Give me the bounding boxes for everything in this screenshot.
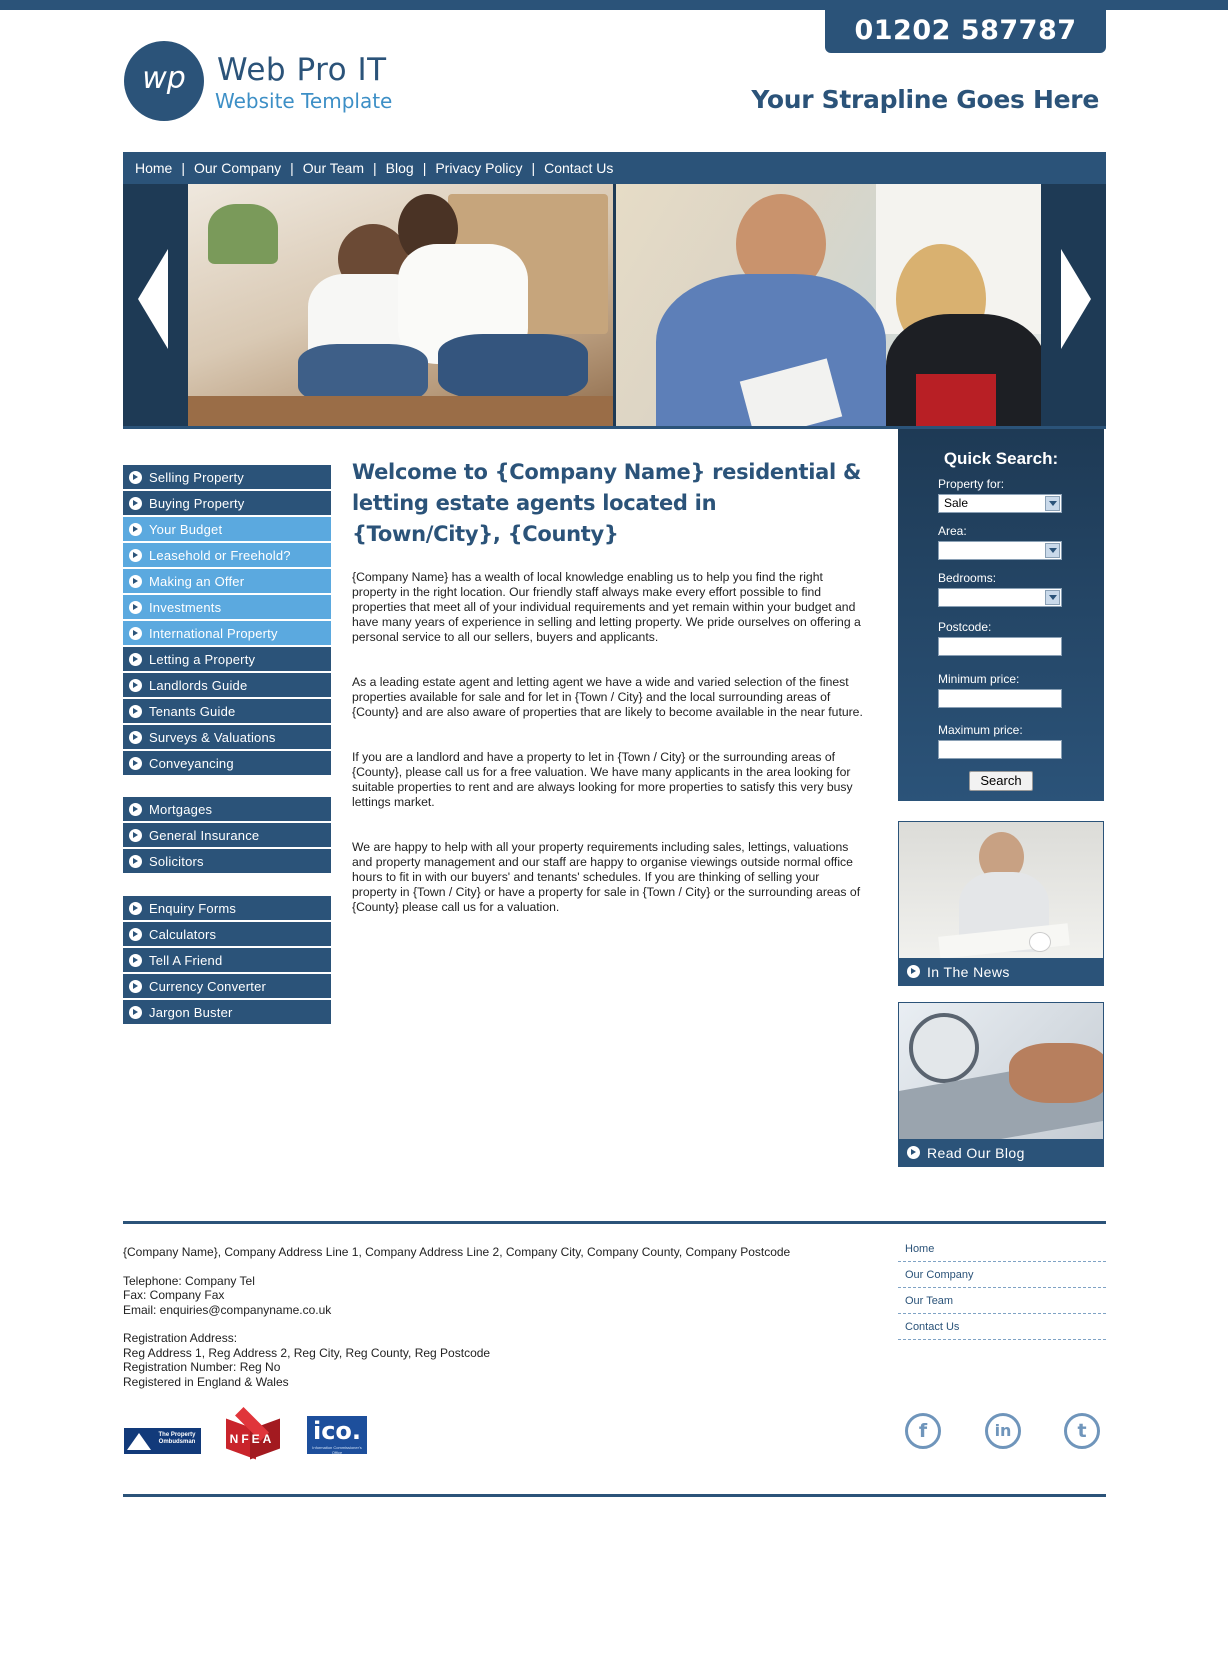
search-button[interactable]: Search <box>969 771 1033 791</box>
arrow-right-icon <box>129 731 142 744</box>
nav-separator: | <box>181 160 185 176</box>
sidebar-item-making-an-offer[interactable] <box>123 569 331 593</box>
top-accent-bar <box>0 0 1228 10</box>
content-paragraph: As a leading estate agent and letting agent we have a wide and varied selection of the finest properties available for sale and for let in {Town / City} and the local surrounding areas of {County} and are also aware of properties that are likely to become available in the near future. <box>352 675 863 719</box>
news-photo <box>899 822 1103 958</box>
sidebar-item-label[interactable]: Currency Converter <box>149 978 267 994</box>
logo-name[interactable]: Web Pro IT <box>217 52 387 88</box>
ombudsman-text: The Property Ombudsman <box>158 1432 196 1445</box>
sidebar-item-label[interactable]: Solicitors <box>149 853 204 869</box>
sidebar-item-your-budget[interactable] <box>123 517 331 541</box>
footer-divider-top <box>123 1221 1106 1224</box>
sidebar-item-tenants-guide[interactable] <box>123 699 331 723</box>
image-slider <box>123 184 1106 429</box>
sidebar-item-mortgages[interactable] <box>123 797 331 821</box>
main-nav <box>123 152 1106 184</box>
sidebar-item-jargon-buster[interactable] <box>123 1000 331 1024</box>
sidebar-item-label[interactable]: Buying Property <box>149 495 245 511</box>
footer-divider-bottom <box>123 1494 1106 1497</box>
promo-news-label[interactable]: In The News <box>927 963 1010 980</box>
quick-search-panel <box>898 429 1104 801</box>
min-price-label: Minimum price: <box>938 672 1020 686</box>
ombudsman-triangle-icon <box>127 1433 151 1450</box>
nav-our-team[interactable]: Our Team <box>302 160 365 176</box>
footer-link-home[interactable]: Home <box>898 1236 1106 1262</box>
footer-reg-number: Registration Number: Reg No <box>123 1360 281 1374</box>
sidebar-item-label[interactable]: Leasehold or Freehold? <box>149 547 291 563</box>
sidebar-item-surveys-valuations[interactable] <box>123 725 331 749</box>
content-paragraph: {Company Name} has a wealth of local knowledge enabling us to help you find the right property in the right location. Our friendly staff always make every effort possible to find properties that meet all of your individual requirements and yet remain within your budget and have many years of experience in selling and letting property. We pride ourselves on offering a personal service to all our sellers, buyers and applicants. <box>352 570 861 644</box>
property-for-label: Property for: <box>938 477 1005 491</box>
chevron-down-icon[interactable] <box>1045 590 1060 605</box>
nav-blog[interactable]: Blog <box>385 160 414 176</box>
property-ombudsman-logo[interactable] <box>124 1428 201 1454</box>
ico-logo[interactable] <box>307 1416 367 1454</box>
sidebar-item-label[interactable]: Your Budget <box>149 521 223 537</box>
sidebar-item-currency-converter[interactable] <box>123 974 331 998</box>
page-title: Welcome to {Company Name} residential & letting estate agents located in {Town/City}, {County} <box>352 460 861 546</box>
property-for-value: Sale <box>944 496 969 510</box>
content-paragraph: We are happy to help with all your property requirements including sales, lettings, valuations and property management and our staff are happy to organise viewings outside normal office hours to fit in with our buyers' and tenants' schedules. If you are thinking of selling your property in {Town / City} or have a property for sale in {Town / City} or the surrounding areas of {County} please call us for a valuation. <box>352 840 861 914</box>
sidebar-item-investments[interactable] <box>123 595 331 619</box>
arrow-right-icon <box>129 829 142 842</box>
arrow-right-icon <box>129 679 142 692</box>
sidebar-item-label[interactable]: Calculators <box>149 926 217 942</box>
sidebar-menu-tools <box>123 896 331 1026</box>
nav-separator: | <box>422 160 427 176</box>
sidebar-item-selling-property[interactable] <box>123 465 331 489</box>
slider-next-arrow-icon[interactable] <box>1061 249 1091 349</box>
nav-privacy-policy[interactable]: Privacy Policy <box>435 160 523 176</box>
main-content <box>352 457 867 915</box>
footer-address: {Company Name}, Company Address Line 1, Company Address Line 2, Company City, Company County, Company Postcode <box>123 1245 791 1259</box>
arrow-right-icon <box>129 523 142 536</box>
sidebar-item-label[interactable]: General Insurance <box>149 827 260 843</box>
footer-telephone: Telephone: Company Tel <box>123 1273 255 1288</box>
sidebar-item-international-property[interactable] <box>123 621 331 645</box>
bedrooms-label: Bedrooms: <box>938 571 997 585</box>
arrow-right-icon <box>129 549 142 562</box>
sidebar-item-buying-property[interactable] <box>123 491 331 515</box>
arrow-right-icon <box>129 902 142 915</box>
content-paragraph: If you are a landlord and have a property to let in {Town / City} or the surrounding areas of {County}, please call us for a free valuation. We have many applicants in the area looking for suitable properties to rent and are always looking for more properties to satisfy this very busy lettings market. <box>352 750 853 809</box>
arrow-right-icon <box>129 928 142 941</box>
footer-reg-heading: Registration Address: <box>123 1331 238 1345</box>
sidebar-item-label[interactable]: Letting a Property <box>149 651 256 667</box>
sidebar-item-landlords-guide[interactable] <box>123 673 331 697</box>
phone-number[interactable]: 01202 587787 <box>825 10 1106 53</box>
slider-prev-arrow-icon[interactable] <box>138 249 168 349</box>
sidebar-item-label[interactable]: Mortgages <box>149 801 213 817</box>
sidebar-item-label[interactable]: Selling Property <box>149 469 244 485</box>
arrow-right-icon <box>129 497 142 510</box>
promo-caption[interactable] <box>899 1139 1103 1166</box>
arrow-right-icon <box>129 980 142 993</box>
ico-subtext: Information Commissioner's Office <box>312 1445 362 1455</box>
sidebar-item-label[interactable]: Conveyancing <box>149 755 234 771</box>
nav-contact-us[interactable]: Contact Us <box>544 160 614 176</box>
sidebar-item-leasehold-or-freehold[interactable] <box>123 543 331 567</box>
footer-reg-address: Reg Address 1, Reg Address 2, Reg City, Reg County, Reg Postcode <box>123 1345 491 1360</box>
max-price-label: Maximum price: <box>938 723 1023 737</box>
min-price-input[interactable] <box>938 689 1062 708</box>
max-price-input[interactable] <box>938 740 1062 759</box>
sidebar-item-label[interactable]: International Property <box>149 625 278 641</box>
arrow-right-icon <box>129 471 142 484</box>
strapline: Your Strapline Goes Here <box>751 85 1099 114</box>
footer-registered: Registered in England & Wales <box>123 1374 289 1389</box>
chevron-down-icon[interactable] <box>1045 496 1060 511</box>
sidebar-item-label[interactable]: Making an Offer <box>149 573 245 589</box>
arrow-right-icon <box>129 705 142 718</box>
nav-separator: | <box>531 160 536 176</box>
promo-caption[interactable] <box>899 958 1103 985</box>
footer-link-our-company[interactable]: Our Company <box>898 1262 1106 1288</box>
arrow-right-icon <box>129 855 142 868</box>
bedrooms-select[interactable] <box>938 588 1062 607</box>
ico-text: ico. <box>312 1417 362 1445</box>
nfea-text: NFEA <box>229 1432 275 1446</box>
sidebar-item-label[interactable]: Tenants Guide <box>149 703 236 719</box>
postcode-input[interactable] <box>938 637 1062 656</box>
nav-separator: | <box>373 160 377 176</box>
arrow-right-icon <box>129 803 142 816</box>
area-label: Area: <box>938 524 967 538</box>
footer-links <box>898 1236 1106 1340</box>
promo-read-our-blog[interactable] <box>898 1002 1104 1167</box>
property-for-select[interactable] <box>938 494 1062 513</box>
nav-our-company[interactable]: Our Company <box>194 160 282 176</box>
arrow-right-icon <box>129 1006 142 1019</box>
footer-link-contact-us[interactable]: Contact Us <box>898 1314 1106 1340</box>
sidebar-item-label[interactable]: Jargon Buster <box>149 1004 233 1020</box>
sidebar-menu-property <box>123 465 331 777</box>
logo-subtitle: Website Template <box>215 89 393 113</box>
promo-in-the-news[interactable] <box>898 821 1104 986</box>
sidebar-item-general-insurance[interactable] <box>123 823 331 847</box>
promo-blog-label[interactable]: Read Our Blog <box>927 1144 1025 1161</box>
sidebar-item-conveyancing[interactable] <box>123 751 331 775</box>
arrow-right-icon <box>129 575 142 588</box>
nfea-logo[interactable] <box>220 1414 284 1456</box>
sidebar-item-letting-a-property[interactable] <box>123 647 331 671</box>
nav-separator: | <box>290 160 294 176</box>
twitter-icon[interactable]: t <box>1064 1413 1100 1449</box>
footer-fax: Fax: Company Fax <box>123 1288 225 1302</box>
sidebar-item-label[interactable]: Investments <box>149 599 222 615</box>
slider-photo-agents <box>616 184 1041 426</box>
sidebar-item-calculators[interactable] <box>123 922 331 946</box>
slider-photo-couple <box>188 184 613 426</box>
nav-home[interactable]: Home <box>135 160 173 176</box>
quick-search-title: Quick Search: <box>943 449 1059 468</box>
chevron-down-icon[interactable] <box>1045 543 1060 558</box>
logo-mark[interactable]: wp <box>124 41 204 121</box>
sidebar-item-label[interactable]: Landlords Guide <box>149 677 248 693</box>
facebook-icon[interactable]: f <box>905 1413 941 1449</box>
sidebar-item-solicitors[interactable] <box>123 849 331 873</box>
sidebar-item-enquiry-forms[interactable] <box>123 896 331 920</box>
arrow-right-icon <box>129 653 142 666</box>
arrow-right-icon <box>129 601 142 614</box>
arrow-right-icon <box>129 954 142 967</box>
sidebar-item-tell-a-friend[interactable] <box>123 948 331 972</box>
arrow-right-icon <box>129 757 142 770</box>
arrow-right-icon <box>907 965 920 978</box>
arrow-right-icon <box>129 627 142 640</box>
blog-photo <box>899 1003 1103 1139</box>
sidebar-item-label[interactable]: Tell A Friend <box>149 952 223 968</box>
linkedin-icon[interactable]: in <box>985 1413 1021 1449</box>
sidebar-item-label[interactable]: Enquiry Forms <box>149 900 237 916</box>
footer-link-our-team[interactable]: Our Team <box>898 1288 1106 1314</box>
arrow-right-icon <box>907 1146 920 1159</box>
footer-email[interactable]: Email: enquiries@companyname.co.uk <box>123 1302 332 1317</box>
postcode-label: Postcode: <box>938 620 992 634</box>
sidebar-menu-services <box>123 797 331 875</box>
sidebar-item-label[interactable]: Surveys & Valuations <box>149 729 276 745</box>
footer-company-info <box>123 1245 790 1389</box>
area-select[interactable] <box>938 541 1062 560</box>
